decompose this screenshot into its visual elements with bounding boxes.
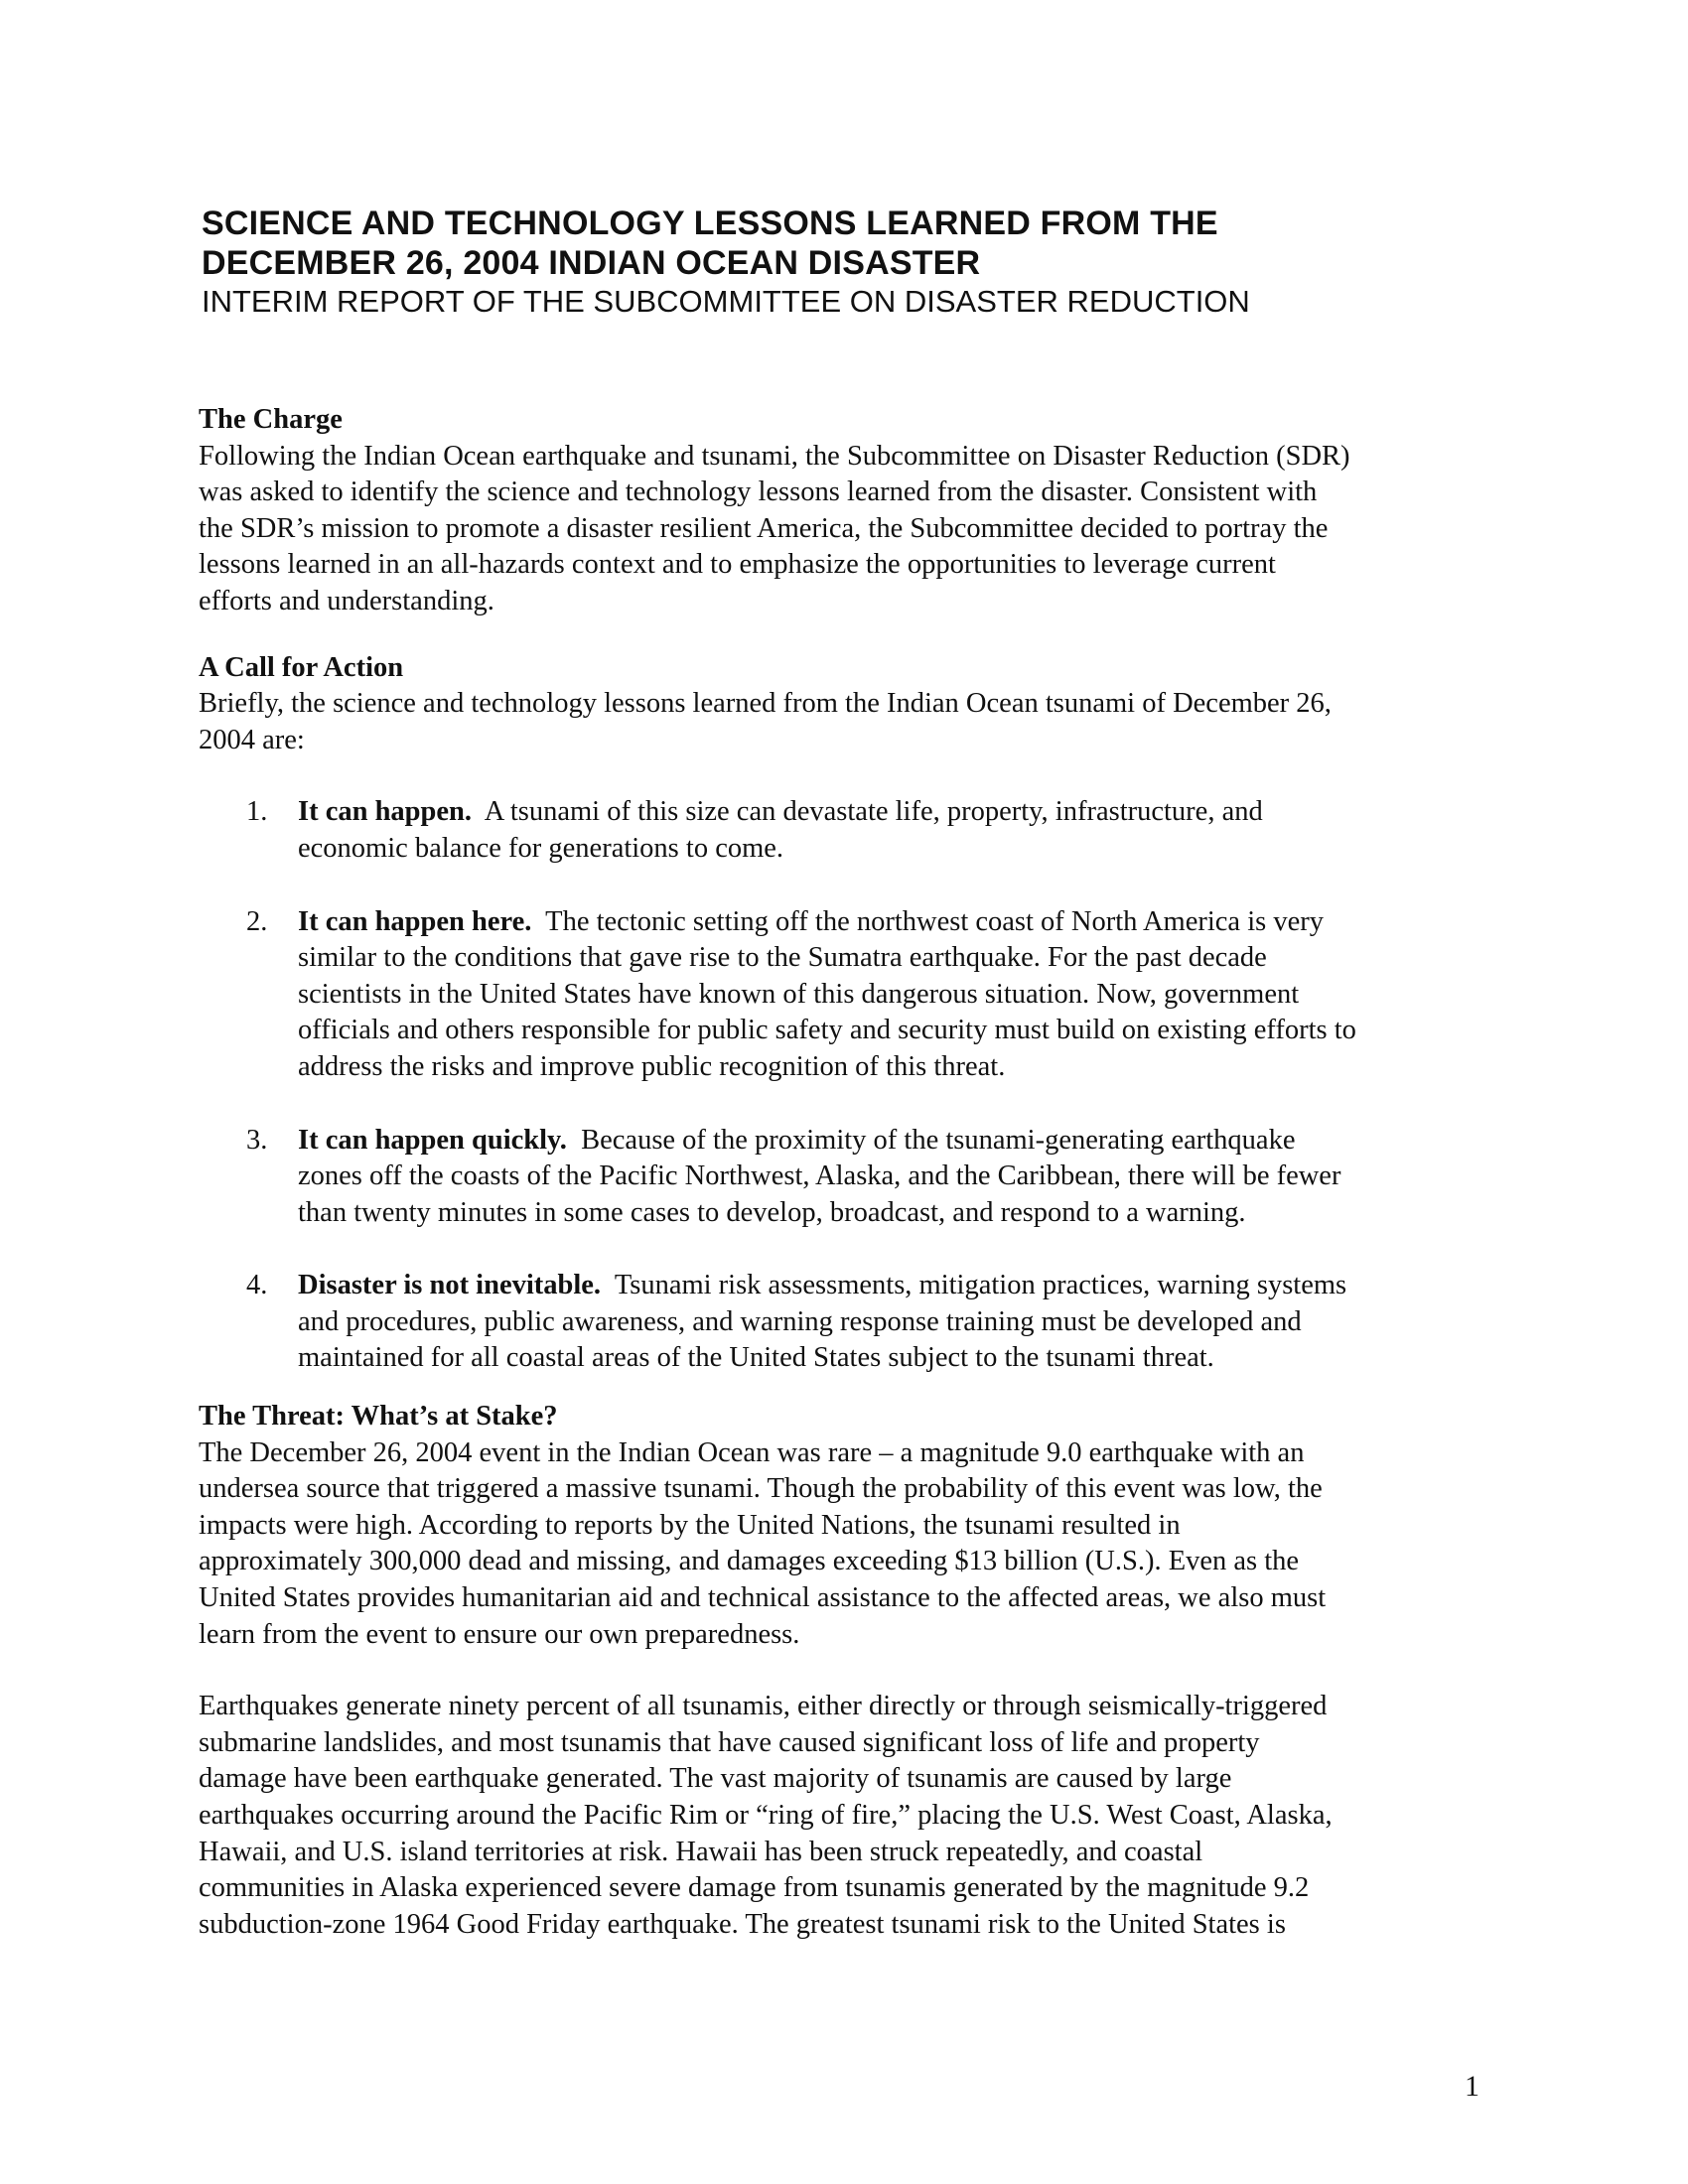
list-item-number: 3. bbox=[246, 1124, 268, 1156]
report-body bbox=[199, 402, 1489, 1943]
paragraph-line: undersea source that triggered a massive tsunami. Though the probability of this event was low, the bbox=[199, 1473, 1323, 1505]
paragraph-line: impacts were high. According to reports by the United Nations, the tsunami resulted in bbox=[199, 1509, 1181, 1541]
list-item-number: 1. bbox=[246, 796, 268, 828]
list-item bbox=[199, 794, 1489, 867]
paragraph-line: communities in Alaska experienced severe damage from tsunamis generated by the magnitude 9.2 bbox=[199, 1872, 1310, 1904]
paragraph-line: Following the Indian Ocean earthquake and tsunami, the Subcommittee on Disaster Reduction (SDR) bbox=[199, 440, 1350, 472]
list-item-text: A tsunami of this size can devastate life, property, infrastructure, and bbox=[484, 796, 1263, 828]
paragraph-line: Hawaii, and U.S. island territories at risk. Hawaii has been struck repeatedly, and coastal bbox=[199, 1836, 1203, 1867]
threat-paragraph-1 bbox=[199, 1435, 1489, 1654]
list-item-text: than twenty minutes in some cases to develop, broadcast, and respond to a warning. bbox=[298, 1196, 1246, 1228]
list-item-text: The tectonic setting off the northwest coast of North America is very bbox=[545, 905, 1324, 937]
page-number: 1 bbox=[1465, 2070, 1479, 2103]
list-item-number: 2. bbox=[246, 905, 268, 937]
list-item bbox=[199, 1123, 1489, 1232]
paragraph-line: damage have been earthquake generated. The vast majority of tsunamis are caused by large bbox=[199, 1763, 1232, 1795]
paragraph-line: the SDR’s mission to promote a disaster resilient America, the Subcommittee decided to portray the bbox=[199, 512, 1329, 544]
list-item-text: scientists in the United States have known of this dangerous situation. Now, government bbox=[298, 978, 1300, 1010]
paragraph-line: earthquakes occurring around the Pacific Rim or “ring of fire,” placing the U.S. West Coast, Alaska, bbox=[199, 1800, 1333, 1831]
paragraph-line: The December 26, 2004 event in the Indian Ocean was rare – a magnitude 9.0 earthquake with an bbox=[199, 1436, 1305, 1468]
list-item-number: 4. bbox=[246, 1270, 268, 1301]
list-item bbox=[199, 1268, 1489, 1377]
paragraph-line: approximately 300,000 dead and missing, and damages exceeding $13 billion (U.S.). Even as the bbox=[199, 1546, 1300, 1577]
call-intro-paragraph bbox=[199, 686, 1489, 758]
report-title-line-1: SCIENCE AND TECHNOLOGY LESSONS LEARNED FROM THE bbox=[202, 205, 1218, 242]
paragraph-line: learn from the event to ensure our own preparedness. bbox=[199, 1618, 800, 1650]
report-header bbox=[202, 204, 1512, 321]
list-item-lead: It can happen here. bbox=[298, 905, 532, 937]
paragraph-line: Briefly, the science and technology lessons learned from the Indian Ocean tsunami of December 26, bbox=[199, 688, 1332, 720]
list-item-text: and procedures, public awareness, and warning response training must be developed and bbox=[298, 1305, 1302, 1337]
list-item-text: similar to the conditions that gave rise to the Sumatra earthquake. For the past decade bbox=[298, 942, 1267, 974]
paragraph-line: United States provides humanitarian aid and technical assistance to the affected areas, we also must bbox=[199, 1582, 1327, 1614]
list-item-lead: It can happen quickly. bbox=[298, 1124, 567, 1156]
paragraph-line: efforts and understanding. bbox=[199, 585, 494, 616]
paragraph-line: lessons learned in an all-hazards context and to emphasize the opportunities to leverage current bbox=[199, 549, 1276, 581]
list-item-text: Because of the proximity of the tsunami-generating earthquake bbox=[581, 1124, 1296, 1156]
paragraph-line: submarine landslides, and most tsunamis that have caused significant loss of life and property bbox=[199, 1726, 1260, 1758]
section-heading-charge: The Charge bbox=[199, 404, 343, 435]
lessons-list bbox=[199, 794, 1489, 1377]
list-item-lead: Disaster is not inevitable. bbox=[298, 1270, 602, 1301]
section-heading-call-for-action: A Call for Action bbox=[199, 651, 404, 683]
paragraph-line: Earthquakes generate ninety percent of all tsunamis, either directly or through seismically-triggered bbox=[199, 1691, 1328, 1722]
list-item-text: maintained for all coastal areas of the United States subject to the tsunami threat. bbox=[298, 1342, 1214, 1374]
list-item-text: address the risks and improve public recognition of this threat. bbox=[298, 1050, 1006, 1082]
list-item-lead: It can happen. bbox=[298, 796, 473, 828]
list-item-text: zones off the coasts of the Pacific Northwest, Alaska, and the Caribbean, there will be fewer bbox=[298, 1160, 1341, 1192]
section-heading-threat: The Threat: What’s at Stake? bbox=[199, 1401, 558, 1433]
report-subtitle: INTERIM REPORT OF THE SUBCOMMITTEE ON DISASTER REDUCTION bbox=[202, 284, 1250, 319]
list-item-text: officials and others responsible for public safety and security must build on existing efforts to bbox=[298, 1015, 1356, 1046]
list-item bbox=[199, 904, 1489, 1086]
paragraph-line: 2004 are: bbox=[199, 724, 305, 755]
paragraph-line: subduction-zone 1964 Good Friday earthquake. The greatest tsunami risk to the United States is bbox=[199, 1908, 1286, 1940]
list-item-text: Tsunami risk assessments, mitigation practices, warning systems bbox=[614, 1270, 1347, 1301]
paragraph-line: was asked to identify the science and technology lessons learned from the disaster. Consistent with bbox=[199, 477, 1318, 508]
list-item-text: economic balance for generations to come. bbox=[298, 832, 784, 864]
charge-paragraph bbox=[199, 439, 1489, 620]
threat-paragraph-2 bbox=[199, 1689, 1489, 1943]
report-title-line-2: DECEMBER 26, 2004 INDIAN OCEAN DISASTER bbox=[202, 244, 981, 282]
